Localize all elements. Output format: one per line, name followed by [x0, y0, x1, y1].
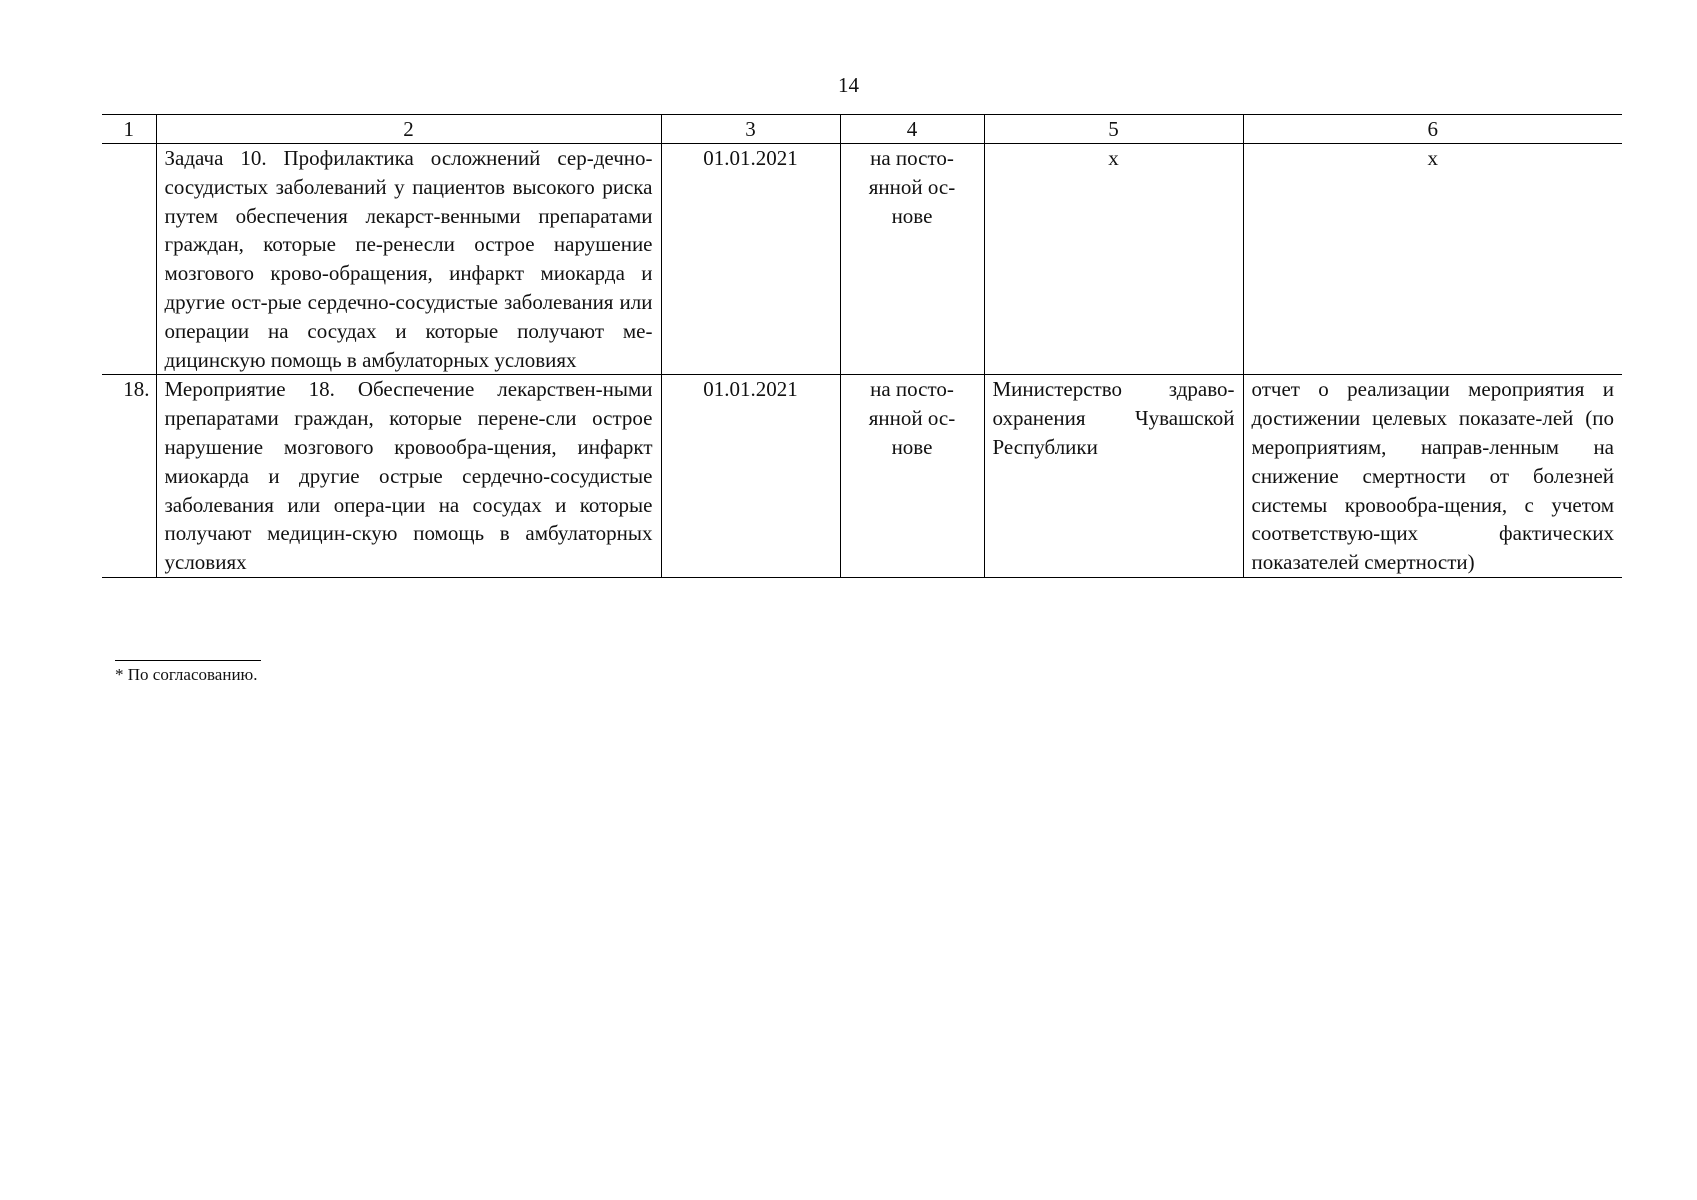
- row-date: 01.01.2021: [661, 144, 840, 375]
- column-header: 4: [840, 115, 984, 144]
- row-number: 18.: [102, 375, 156, 578]
- row-date: 01.01.2021: [661, 375, 840, 578]
- row-executor: х: [984, 144, 1243, 375]
- column-header: 2: [156, 115, 661, 144]
- column-header: 6: [1243, 115, 1622, 144]
- row-executor: Министерство здраво-охранения Чувашской Республики: [984, 375, 1243, 578]
- row-description: Задача 10. Профилактика осложнений сер-дечно-сосудистых заболеваний у пациентов высокого риска путем обеспечения лекарст-венными препаратами граждан, которые пе-ренесли острое нарушение мозгового крово-обращения, инфаркт миокарда и другие ост-рые сердечно-сосудистые заболевания или операции на сосудах и которые получают ме-дицинскую помощь в амбулаторных условиях: [156, 144, 661, 375]
- footnote: * По согласованию.: [115, 665, 258, 684]
- footnote-divider: [115, 660, 261, 661]
- row-number: [102, 144, 156, 375]
- page-number: 14: [838, 73, 859, 97]
- column-header: 1: [102, 115, 156, 144]
- column-header: 3: [661, 115, 840, 144]
- table-row: [102, 375, 1622, 578]
- activities-table: [102, 114, 1622, 578]
- table-header-row: [102, 115, 1622, 144]
- row-result: х: [1243, 144, 1622, 375]
- row-term: на посто-янной ос-нове: [840, 144, 984, 375]
- row-description: Мероприятие 18. Обеспечение лекарствен-ными препаратами граждан, которые перене-сли острое нарушение мозгового кровообра-щения, инфаркт миокарда и другие острые сердечно-сосудистые заболевания или опера-ции на сосудах и которые получают медицин-скую помощь в амбулаторных условиях: [156, 375, 661, 578]
- row-result: отчет о реализации мероприятия и достижении целевых показате-лей (по мероприятиям, направ-ленным на снижение смертности от болезней системы кровообра-щения, с учетом соответствую-щих фактических показателей смертности): [1243, 375, 1622, 578]
- table-row: [102, 144, 1622, 375]
- row-term: на посто-янной ос-нове: [840, 375, 984, 578]
- column-header: 5: [984, 115, 1243, 144]
